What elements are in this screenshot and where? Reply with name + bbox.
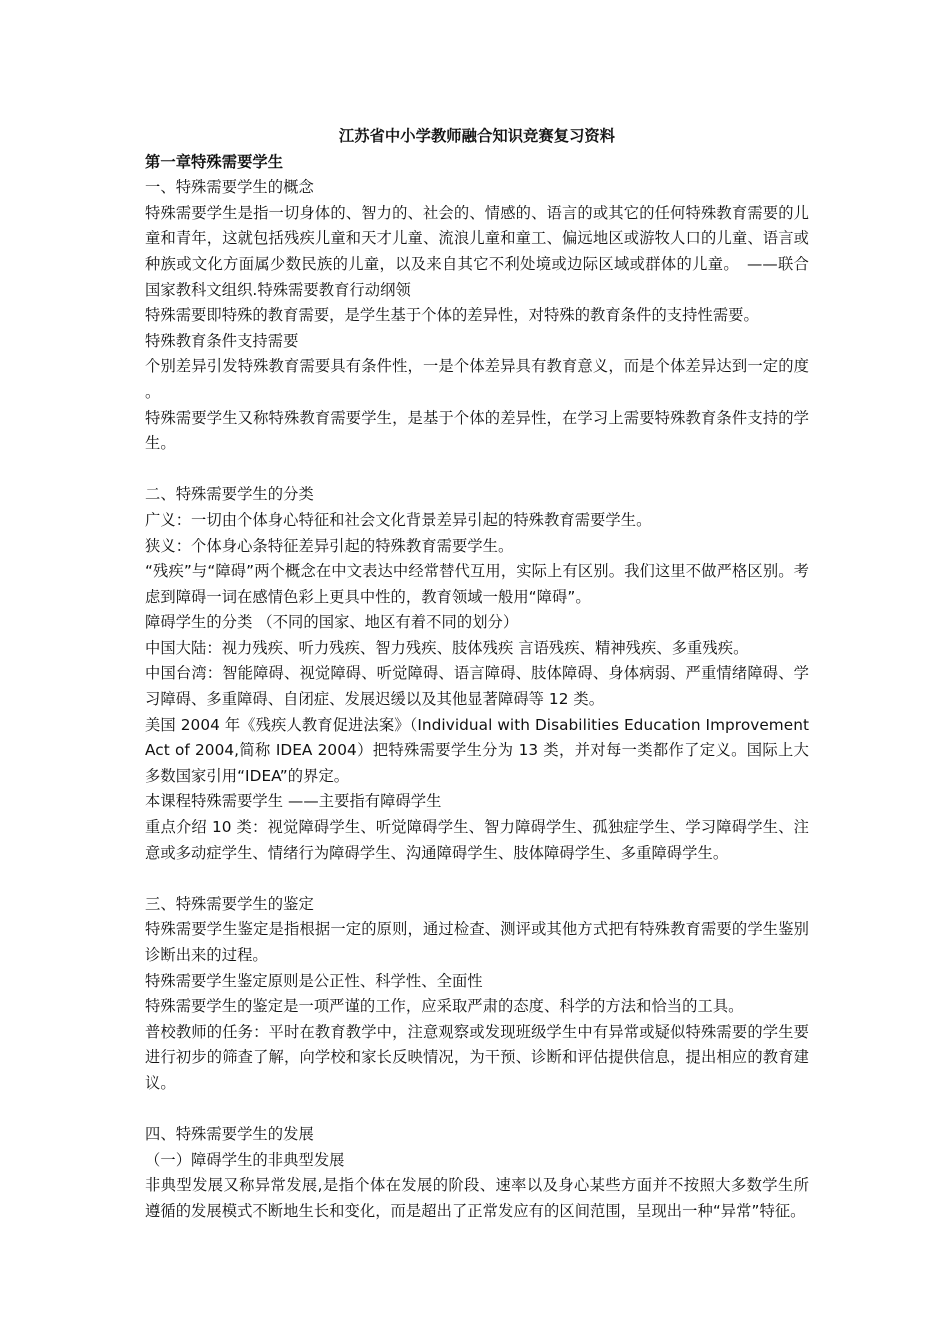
document-page [145, 124, 809, 1225]
paragraph: 障碍学生的分类 （不同的国家、地区有着不同的划分） [145, 613, 519, 632]
section-4 [145, 1122, 809, 1224]
section-heading: 四、特殊需要学生的发展 [145, 1125, 314, 1144]
section-3 [145, 892, 809, 1097]
section-heading: 一、特殊需要学生的概念 [145, 178, 314, 197]
paragraph: 重点介绍 10 类：视觉障碍学生、听觉障碍学生、智力障碍学生、孤独症学生、学习障碍学生、注意或多动症学生、情绪行为障碍学生、沟通障碍学生、肢体障碍学生、多重障碍学生。 [145, 818, 809, 862]
paragraph: 特殊需要学生是指一切身体的、智力的、社会的、情感的、语言的或其它的任何特殊教育需要的儿童和青年，这就包括残疾儿童和天才儿童、流浪儿童和童工、偏远地区或游牧人口的儿童、语言或种族或文化方面属少数民族的儿童，以及来自其它不利处境或边际区域或群体的儿童。 ——联合国家教科文组织.特殊需要教育行动纲领 [145, 203, 809, 299]
section-2 [145, 482, 809, 866]
blank-line [145, 866, 809, 892]
blank-line [145, 457, 809, 483]
paragraph: 特殊需要学生的鉴定是一项严谨的工作，应采取严肃的态度、科学的方法和恰当的工具。 [145, 997, 744, 1016]
document-title: 江苏省中小学教师融合知识竞赛复习资料 [338, 127, 616, 145]
paragraph: （一）障碍学生的非典型发展 [145, 1150, 345, 1169]
section-heading: 三、特殊需要学生的鉴定 [145, 894, 314, 913]
section-1 [145, 175, 809, 457]
paragraph: 特殊需要学生又称特殊教育需要学生，是基于个体的差异性，在学习上需要特殊教育条件支持的学生。 [145, 408, 809, 453]
paragraph: 美国 2004 年《残疾人教育促进法案》（Individual with Disabilities Education Improvement Act of 2004,简称 IDEA 2004）把特殊需要学生分为 13 类，并对每一类都作了定义。国际上大多数国家引用“IDEA”的界定。 [145, 715, 809, 785]
paragraph: 普校教师的任务：平时在教育教学中，注意观察或发现班级学生中有异常或疑似特殊需要的学生要进行初步的筛查了解，向学校和家长反映情况，为干预、诊断和评估提供信息，提出相应的教育建议。 [145, 1022, 809, 1092]
paragraph: 特殊教育条件支持需要 [145, 331, 299, 350]
paragraph: 狭义：个体身心条特征差异引起的特殊教育需要学生。 [145, 536, 514, 555]
paragraph: 广义：一切由个体身心特征和社会文化背景差异引起的特殊教育需要学生。 [145, 510, 652, 529]
paragraph: “残疾”与“障碍”两个概念在中文表达中经常替代互用，实际上有区别。我们这里不做严格区别。考虑到障碍一词在感情色彩上更具中性的，教育领域一般用“障碍”。 [145, 562, 809, 606]
paragraph: 中国大陆：视力残疾、听力残疾、智力残疾、肢体残疾 言语残疾、精神残疾、多重残疾。 [145, 638, 749, 657]
blank-line [145, 1097, 809, 1123]
chapter-heading: 第一章特殊需要学生 [145, 152, 284, 171]
paragraph: 非典型发展又称异常发展,是指个体在发展的阶段、速率以及身心某些方面并不按照大多数学生所遵循的发展模式不断地生长和变化，而是超出了正常发应有的区间范围，呈现出一种“异常”特征。 [145, 1176, 809, 1220]
paragraph: 个别差异引发特殊教育需要具有条件性，一是个体差异具有教育意义，而是个体差异达到一定的度 。 [145, 357, 809, 401]
paragraph: 中国台湾：智能障碍、视觉障碍、听觉障碍、语言障碍、肢体障碍、身体病弱、严重情绪障碍、学习障碍、多重障碍、自闭症、发展迟缓以及其他显著障碍等 12 类。 [145, 664, 809, 709]
paragraph: 特殊需要即特殊的教育需要，是学生基于个体的差异性，对特殊的教育条件的支持性需要。 [145, 306, 759, 325]
paragraph: 本课程特殊需要学生 ——主要指有障碍学生 [145, 792, 442, 811]
section-heading: 二、特殊需要学生的分类 [145, 485, 314, 504]
paragraph: 特殊需要学生鉴定是指根据一定的原则，通过检查、测评或其他方式把有特殊教育需要的学生鉴别诊断出来的过程。 [145, 920, 809, 964]
paragraph: 特殊需要学生鉴定原则是公正性、科学性、全面性 [145, 971, 483, 990]
